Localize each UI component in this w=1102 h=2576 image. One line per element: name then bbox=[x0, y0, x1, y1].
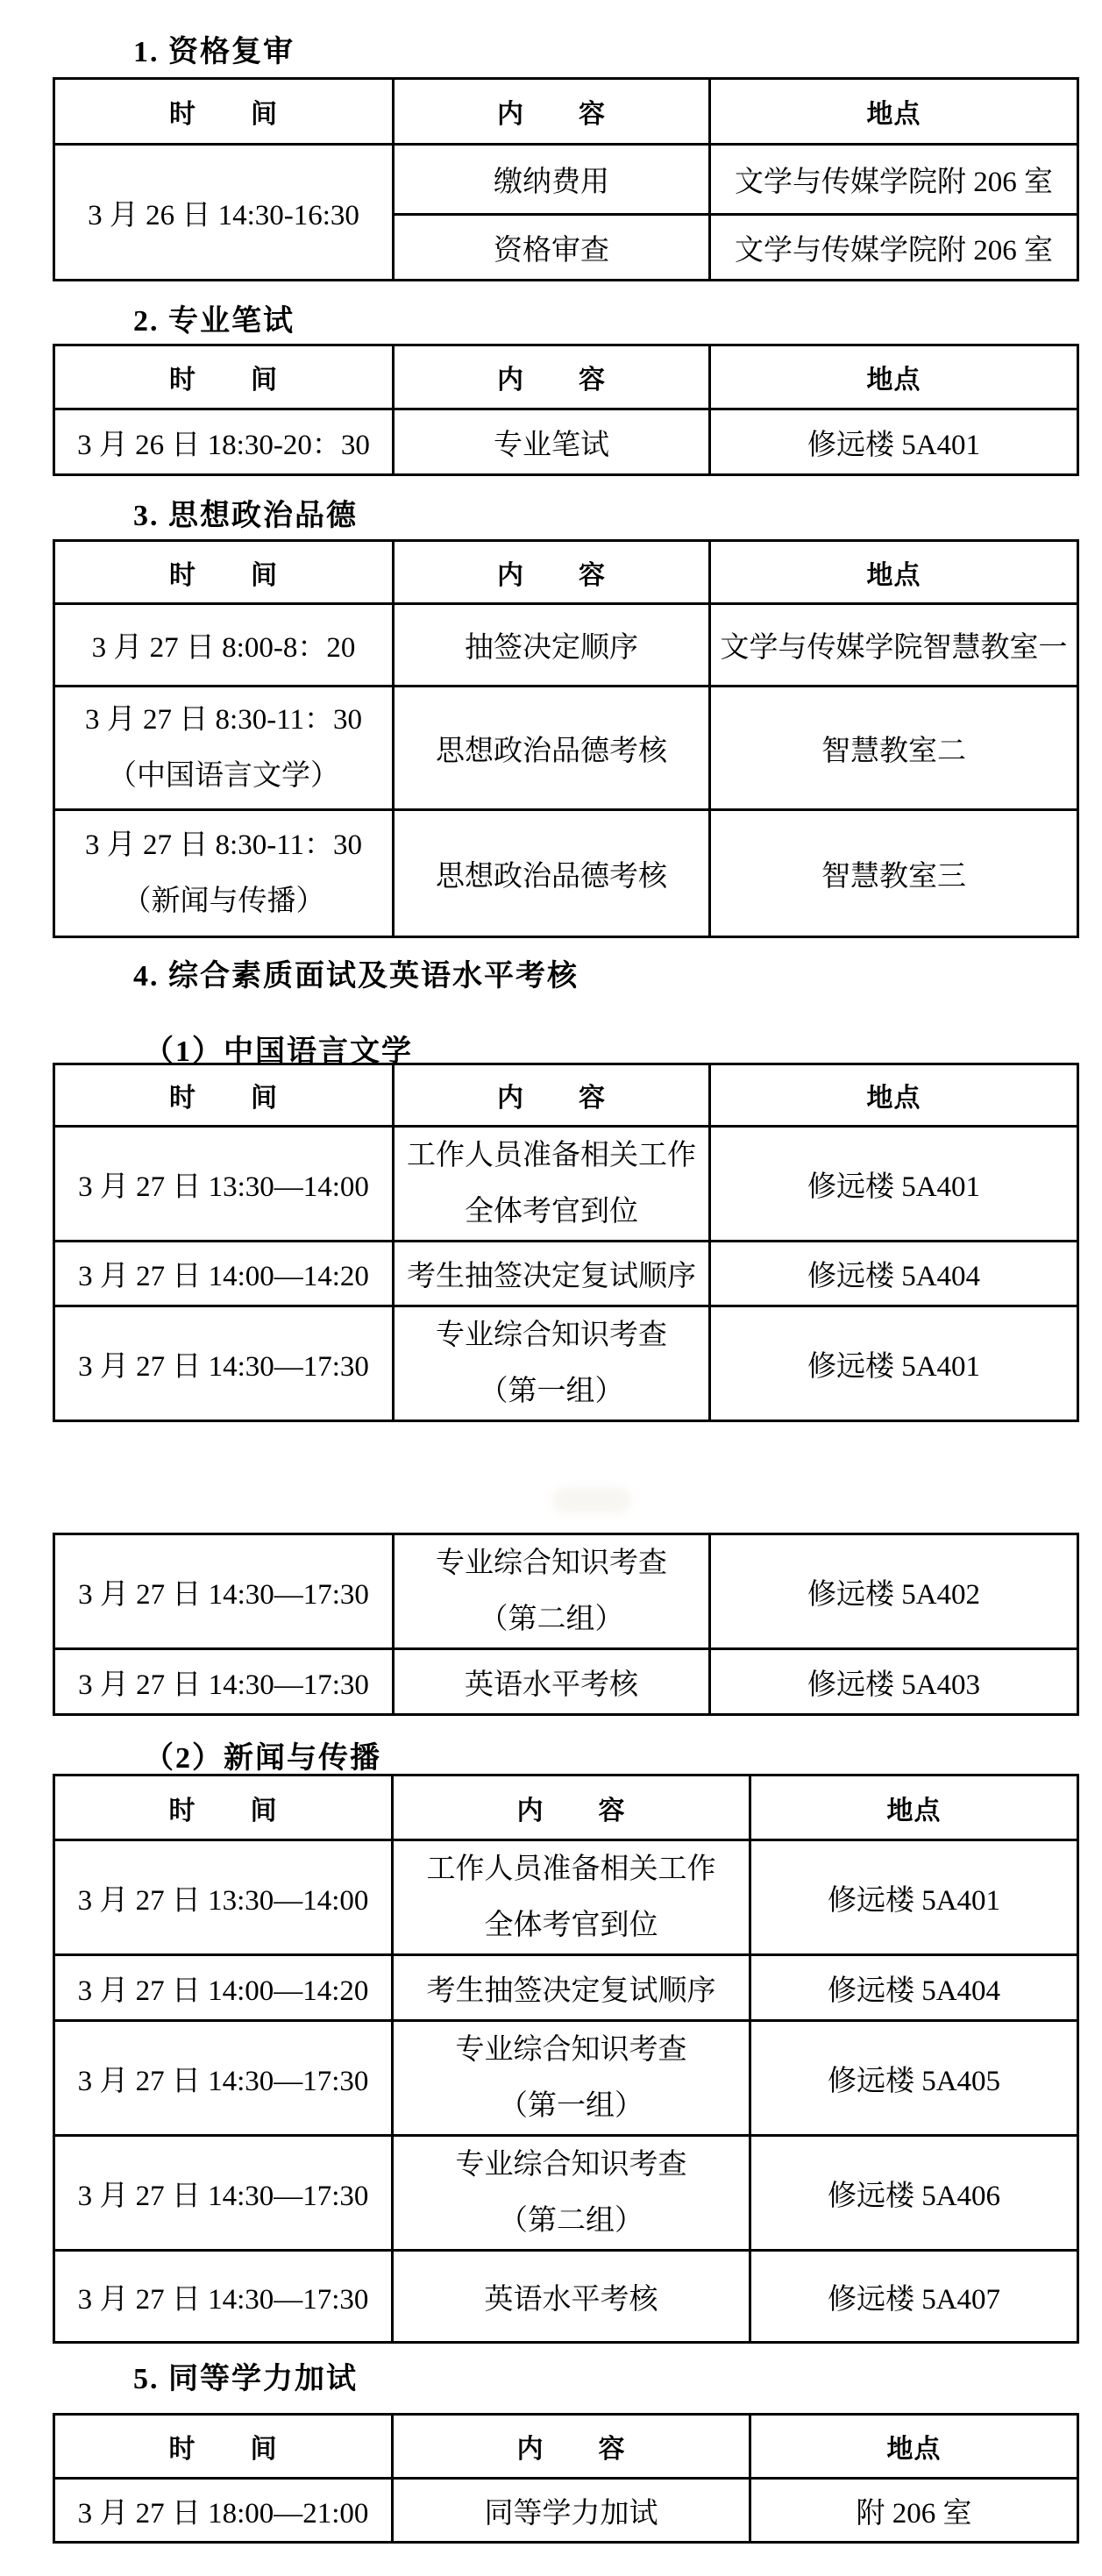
header-content: 内 容 bbox=[394, 345, 710, 409]
cell-content: 专业综合知识考查 （第二组） bbox=[394, 1534, 710, 1649]
table-row bbox=[54, 2021, 1078, 2136]
table-header-row bbox=[54, 1064, 1078, 1127]
table-row bbox=[54, 2251, 1078, 2343]
cell-time: 3 月 27 日 14:00—14:20 bbox=[54, 1242, 394, 1306]
cell-location: 修远楼 5A401 bbox=[710, 409, 1078, 475]
cell-location: 文学与传媒学院附 206 室 bbox=[710, 145, 1078, 215]
section-title-qualification-review: 1. 资格复审 bbox=[133, 36, 295, 68]
section-title-interview-english: 4. 综合素质面试及英语水平考核 bbox=[133, 960, 579, 993]
cell-time: 3 月 27 日 14:30—17:30 bbox=[54, 2136, 393, 2251]
table-equivalent-degree-test bbox=[53, 2413, 1079, 2544]
cell-time: 3 月 27 日 13:30—14:00 bbox=[54, 1840, 393, 1955]
header-content: 内 容 bbox=[394, 1064, 710, 1127]
header-time: 时 间 bbox=[54, 79, 394, 145]
table-header-row bbox=[54, 1775, 1078, 1840]
cell-location: 修远楼 5A402 bbox=[710, 1534, 1078, 1649]
table-journalism bbox=[53, 1774, 1079, 2344]
cell-content: 思想政治品德考核 bbox=[394, 687, 710, 810]
table-header-row bbox=[54, 79, 1078, 145]
cell-location: 修远楼 5A401 bbox=[710, 1306, 1078, 1421]
cell-time: 3 月 27 日 14:30—17:30 bbox=[54, 2251, 393, 2343]
section-title-written-exam: 2. 专业笔试 bbox=[133, 305, 295, 338]
cell-content: 思想政治品德考核 bbox=[394, 810, 710, 937]
section-title-political-morality: 3. 思想政治品德 bbox=[133, 500, 358, 532]
cell-content: 工作人员准备相关工作 全体考官到位 bbox=[394, 1127, 710, 1242]
table-row bbox=[54, 687, 1078, 810]
cell-location: 文学与传媒学院智慧教室一 bbox=[710, 604, 1078, 687]
header-content: 内 容 bbox=[394, 79, 710, 145]
table-political-morality bbox=[53, 539, 1079, 938]
header-time: 时 间 bbox=[54, 541, 394, 604]
header-content: 内 容 bbox=[393, 2415, 750, 2479]
cell-time: 3 月 27 日 8:00-8：20 bbox=[54, 604, 394, 687]
section-title-equivalent-degree-test: 5. 同等学力加试 bbox=[133, 2363, 358, 2395]
cell-time: 3 月 26 日 14:30-16:30 bbox=[54, 145, 394, 281]
cell-content: 专业综合知识考查 （第一组） bbox=[394, 1306, 710, 1421]
cell-time: 3 月 27 日 13:30—14:00 bbox=[54, 1127, 394, 1242]
cell-content: 同等学力加试 bbox=[393, 2479, 750, 2543]
cell-time: 3 月 27 日 8:30-11：30 （中国语言文学） bbox=[54, 687, 394, 810]
subsection-title-chinese-literature: （1）中国语言文学 bbox=[144, 1035, 413, 1068]
table-row bbox=[54, 1840, 1078, 1955]
table-row bbox=[54, 1955, 1078, 2021]
cell-location: 修远楼 5A401 bbox=[750, 1840, 1078, 1955]
table-row bbox=[54, 604, 1078, 687]
cell-content: 专业笔试 bbox=[394, 409, 710, 475]
cell-time: 3 月 27 日 14:00—14:20 bbox=[54, 1955, 393, 2021]
table-row bbox=[54, 2136, 1078, 2251]
cell-content: 工作人员准备相关工作 全体考官到位 bbox=[393, 1840, 750, 1955]
table-header-row bbox=[54, 2415, 1078, 2479]
header-time: 时 间 bbox=[54, 345, 394, 409]
table-row bbox=[54, 2479, 1078, 2543]
table-chinese-literature bbox=[53, 1063, 1079, 1422]
cell-location: 附 206 室 bbox=[750, 2479, 1078, 2543]
table-qualification-review bbox=[53, 77, 1079, 281]
table-header-row bbox=[54, 541, 1078, 604]
table-row bbox=[54, 1242, 1078, 1306]
table-row bbox=[54, 145, 1078, 215]
cell-content: 专业综合知识考查 （第二组） bbox=[393, 2136, 750, 2251]
cell-time: 3 月 26 日 18:30-20：30 bbox=[54, 409, 394, 475]
header-content: 内 容 bbox=[394, 541, 710, 604]
cell-content: 考生抽签决定复试顺序 bbox=[393, 1955, 750, 2021]
cell-content: 抽签决定顺序 bbox=[394, 604, 710, 687]
cell-location: 修远楼 5A406 bbox=[750, 2136, 1078, 2251]
header-time: 时 间 bbox=[54, 1064, 394, 1127]
cell-location: 修远楼 5A405 bbox=[750, 2021, 1078, 2136]
watermark-smudge bbox=[552, 1487, 631, 1513]
header-location: 地点 bbox=[710, 79, 1078, 145]
cell-content: 资格审查 bbox=[394, 215, 710, 281]
cell-time: 3 月 27 日 18:00—21:00 bbox=[54, 2479, 393, 2543]
table-row bbox=[54, 1534, 1078, 1649]
table-row bbox=[54, 1306, 1078, 1421]
cell-time: 3 月 27 日 14:30—17:30 bbox=[54, 1306, 394, 1421]
cell-location: 修远楼 5A403 bbox=[710, 1649, 1078, 1715]
cell-content: 考生抽签决定复试顺序 bbox=[394, 1242, 710, 1306]
cell-location: 修远楼 5A404 bbox=[710, 1242, 1078, 1306]
cell-time: 3 月 27 日 14:30—17:30 bbox=[54, 2021, 393, 2136]
header-location: 地点 bbox=[710, 345, 1078, 409]
cell-content: 英语水平考核 bbox=[394, 1649, 710, 1715]
header-time: 时 间 bbox=[54, 2415, 393, 2479]
cell-location: 修远楼 5A401 bbox=[710, 1127, 1078, 1242]
cell-content: 英语水平考核 bbox=[393, 2251, 750, 2343]
header-content: 内 容 bbox=[393, 1775, 750, 1840]
subsection-title-journalism: （2）新闻与传播 bbox=[144, 1742, 381, 1775]
cell-time: 3 月 27 日 14:30—17:30 bbox=[54, 1649, 394, 1715]
cell-content: 缴纳费用 bbox=[394, 145, 710, 215]
header-location: 地点 bbox=[750, 1775, 1078, 1840]
table-row bbox=[54, 1127, 1078, 1242]
table-row bbox=[54, 1649, 1078, 1715]
cell-location: 智慧教室二 bbox=[710, 687, 1078, 810]
cell-location: 文学与传媒学院附 206 室 bbox=[710, 215, 1078, 281]
cell-time: 3 月 27 日 14:30—17:30 bbox=[54, 1534, 394, 1649]
table-row bbox=[54, 810, 1078, 937]
header-location: 地点 bbox=[750, 2415, 1078, 2479]
cell-location: 修远楼 5A404 bbox=[750, 1955, 1078, 2021]
cell-content: 专业综合知识考查 （第一组） bbox=[393, 2021, 750, 2136]
table-chinese-literature-continued bbox=[53, 1533, 1079, 1716]
table-written-exam bbox=[53, 344, 1079, 476]
cell-time: 3 月 27 日 8:30-11：30 （新闻与传播） bbox=[54, 810, 394, 937]
cell-location: 修远楼 5A407 bbox=[750, 2251, 1078, 2343]
header-location: 地点 bbox=[710, 541, 1078, 604]
header-time: 时 间 bbox=[54, 1775, 393, 1840]
cell-location: 智慧教室三 bbox=[710, 810, 1078, 937]
table-row bbox=[54, 409, 1078, 475]
table-header-row bbox=[54, 345, 1078, 409]
header-location: 地点 bbox=[710, 1064, 1078, 1127]
